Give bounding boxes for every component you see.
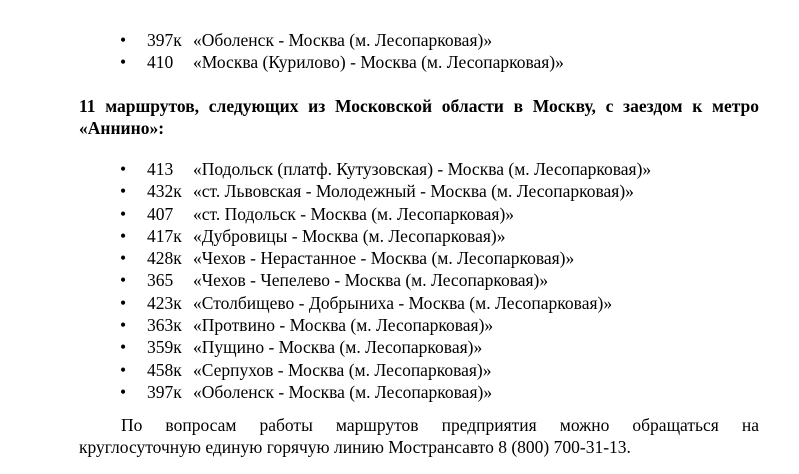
bullet-icon: •	[120, 159, 127, 179]
bullet-icon: •	[120, 52, 127, 73]
bullet-icon: •	[120, 225, 127, 246]
route-number: 365	[147, 270, 174, 291]
route-number: 410	[147, 52, 174, 73]
route-name: «Москва (Курилово) - Москва (м. Лесопарковая)»	[193, 52, 564, 73]
route-number: 458к	[147, 359, 182, 380]
route-number: 397к	[147, 381, 182, 402]
bullet-icon: •	[120, 292, 127, 313]
bullet-icon: •	[120, 181, 127, 202]
bullet-icon: •	[120, 248, 127, 269]
route-name: «Пущино - Москва (м. Лесопарковая)»	[193, 337, 483, 358]
contact-line-2: круглосуточную единую горячую линию Мострансавто 8 (800) 700-31-13.	[79, 437, 631, 457]
route-name: «Чехов - Нерастанное - Москва (м. Лесопарковая)»	[193, 248, 575, 269]
route-name: «Оболенск - Москва (м. Лесопарковая)»	[193, 30, 493, 50]
route-name: «ст. Львовская - Молодежный - Москва (м. Лесопарковая)»	[193, 181, 634, 202]
route-number: 413	[147, 159, 174, 179]
route-number: 397к	[147, 30, 182, 50]
bullet-icon: •	[120, 270, 127, 291]
bullet-icon: •	[120, 30, 127, 50]
bullet-icon: •	[120, 315, 127, 336]
bullet-icon: •	[120, 203, 127, 224]
route-name: «Столбищево - Добрыниха - Москва (м. Лесопарковая)»	[193, 292, 613, 313]
contact-line-1: По вопросам работы маршрутов предприятия можно обращаться на	[121, 415, 759, 435]
route-number: 428к	[147, 248, 182, 269]
route-name: «Протвино - Москва (м. Лесопарковая)»	[193, 315, 494, 336]
route-number: 417к	[147, 225, 182, 246]
bullet-icon: •	[120, 337, 127, 358]
route-number: 407	[147, 203, 174, 224]
bullet-icon: •	[120, 359, 127, 380]
section-heading: 11 маршрутов, следующих из Московской области в Москву, с заездом к метро «Аннино»:	[79, 96, 759, 138]
route-number: 363к	[147, 315, 182, 336]
route-name: «Серпухов - Москва (м. Лесопарковая)»	[193, 359, 492, 380]
bullet-icon: •	[120, 381, 127, 402]
route-name: «Дубровицы - Москва (м. Лесопарковая)»	[193, 225, 506, 246]
route-name: «Чехов - Чепелево - Москва (м. Лесопарковая)»	[193, 270, 549, 291]
route-name: «ст. Подольск - Москва (м. Лесопарковая)»	[193, 203, 515, 224]
route-name: «Оболенск - Москва (м. Лесопарковая)»	[193, 381, 493, 402]
route-number: 423к	[147, 292, 182, 313]
route-name: «Подольск (платф. Кутузовская) - Москва (м. Лесопарковая)»	[193, 159, 652, 179]
contact-paragraph	[79, 414, 759, 458]
route-number: 359к	[147, 337, 182, 358]
route-number: 432к	[147, 181, 182, 202]
